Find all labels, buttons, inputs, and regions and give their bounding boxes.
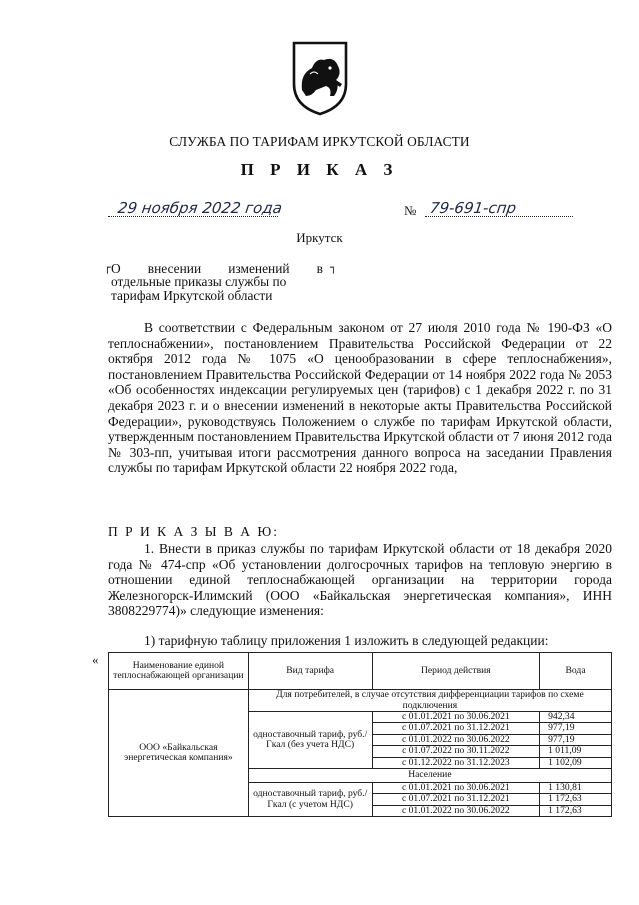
date-underline <box>108 216 278 217</box>
period-cell: с 01.07.2022 по 30.11.2022 <box>372 746 540 757</box>
quote-open-mark: « <box>92 652 99 667</box>
subject-line: тарифам Иркутской области <box>111 287 273 303</box>
subject-line: О внесении изменений в <box>111 261 323 276</box>
table-header-row <box>109 653 612 690</box>
value-cell: 1 172,63 <box>540 805 612 816</box>
value-cell: 942,34 <box>540 712 612 723</box>
value-cell: 1 172,63 <box>540 794 612 805</box>
section-title-cell: Население <box>248 769 611 783</box>
order-number: 79-691-спр <box>428 199 518 217</box>
organization-name: СЛУЖБА ПО ТАРИФАМ ИРКУТСКОЙ ОБЛАСТИ <box>169 134 470 149</box>
value-cell: 1 102,09 <box>540 757 612 768</box>
item-1-paragraph <box>108 541 612 619</box>
subject-line: отдельные приказы службы по <box>111 274 287 290</box>
order-subject <box>111 262 323 302</box>
table-header-cell: Период действия <box>372 653 540 690</box>
period-cell: с 01.07.2021 по 31.12.2021 <box>372 794 540 805</box>
value-cell: 977,19 <box>540 723 612 734</box>
period-cell: с 01.07.2021 по 31.12.2021 <box>372 723 540 734</box>
period-cell: с 01.01.2021 по 30.06.2021 <box>372 783 540 794</box>
period-cell: с 01.12.2022 по 31.12.2023 <box>372 757 540 768</box>
period-cell: с 01.01.2021 по 30.06.2021 <box>372 712 540 723</box>
organization-cell: ООО «Байкальская энергетическая компания» <box>109 690 249 817</box>
corner-mark-right: ┐ <box>330 261 337 274</box>
table-header-cell: Наименование единой теплоснабжающей организации <box>109 653 249 690</box>
value-cell: 1 011,09 <box>540 746 612 757</box>
tariff-type-cell: одноставочный тариф, руб./Гкал (без учета НДС) <box>248 712 372 769</box>
city: Иркутск <box>296 230 343 245</box>
order-date: 29 ноября 2022 года <box>116 199 284 217</box>
section-title-cell: Для потребителей, в случае отсутствия дифференциации тарифов по схеме подключения <box>248 690 611 712</box>
item-1-text: 1. Внести в приказ службы по тарифам Иркутской области от 18 декабря 2020 года № 474-спр «Об установлении долгосрочных тарифов на тепловую энергию в отношении единой теплоснабжающей организации на территории города Железногорск-Илимский (ООО «Байкальская энергетическая компания», ИНН 3808229774)» следующие изменения: <box>108 541 612 619</box>
number-underline <box>425 216 573 217</box>
table-row <box>109 690 612 712</box>
document-type: П Р И К А З <box>240 160 399 179</box>
table-header-cell: Вид тарифа <box>248 653 372 690</box>
preamble-paragraph <box>108 320 612 476</box>
table-header-cell: Вода <box>540 653 612 690</box>
corner-mark-left: ┌ <box>104 261 111 274</box>
item-1-1-text: 1) тарифную таблицу приложения 1 изложить в следующей редакции: <box>144 633 549 648</box>
period-cell: с 01.01.2022 по 30.06.2022 <box>372 734 540 745</box>
tariff-type-cell: одноставочный тариф, руб./Гкал (с учетом НДС) <box>248 783 372 817</box>
value-cell: 1 130,81 <box>540 783 612 794</box>
tariff-table <box>108 652 612 817</box>
order-directive: П Р И К А З Ы В А Ю: <box>108 524 280 539</box>
item-1-1-paragraph <box>108 633 612 649</box>
period-cell: с 01.01.2022 по 30.06.2022 <box>372 805 540 816</box>
order-number-label: № <box>404 203 417 218</box>
irkutsk-babr-crest-icon <box>290 40 350 116</box>
value-cell: 977,19 <box>540 734 612 745</box>
preamble-text: В соответствии с Федеральным законом от 27 июля 2010 года № 190-ФЗ «О теплоснабжении», постановлением Правительства Российской Федерации от 22 октября 2012 года № 1075 «О ценообразовании в сфере теплоснабжения», постановлением Правительства Российской Федерации от 14 ноября 2022 года № 2053 «Об особенностях индексации регулируемых цен (тарифов) с 1 декабря 2022 г. по 31 декабря 2023 г. и о внесении изменений в некоторые акты Правительства Российской Федерации», руководствуясь Положением о службе по тарифам Иркутской области, утвержденным постановлением Правительства Иркутской области от 7 июня 2012 года № 303-пп, учитывая итоги рассмотрения данного вопроса на заседании Правления службы по тарифам Иркутской области 22 ноября 2022 года, <box>108 320 612 476</box>
